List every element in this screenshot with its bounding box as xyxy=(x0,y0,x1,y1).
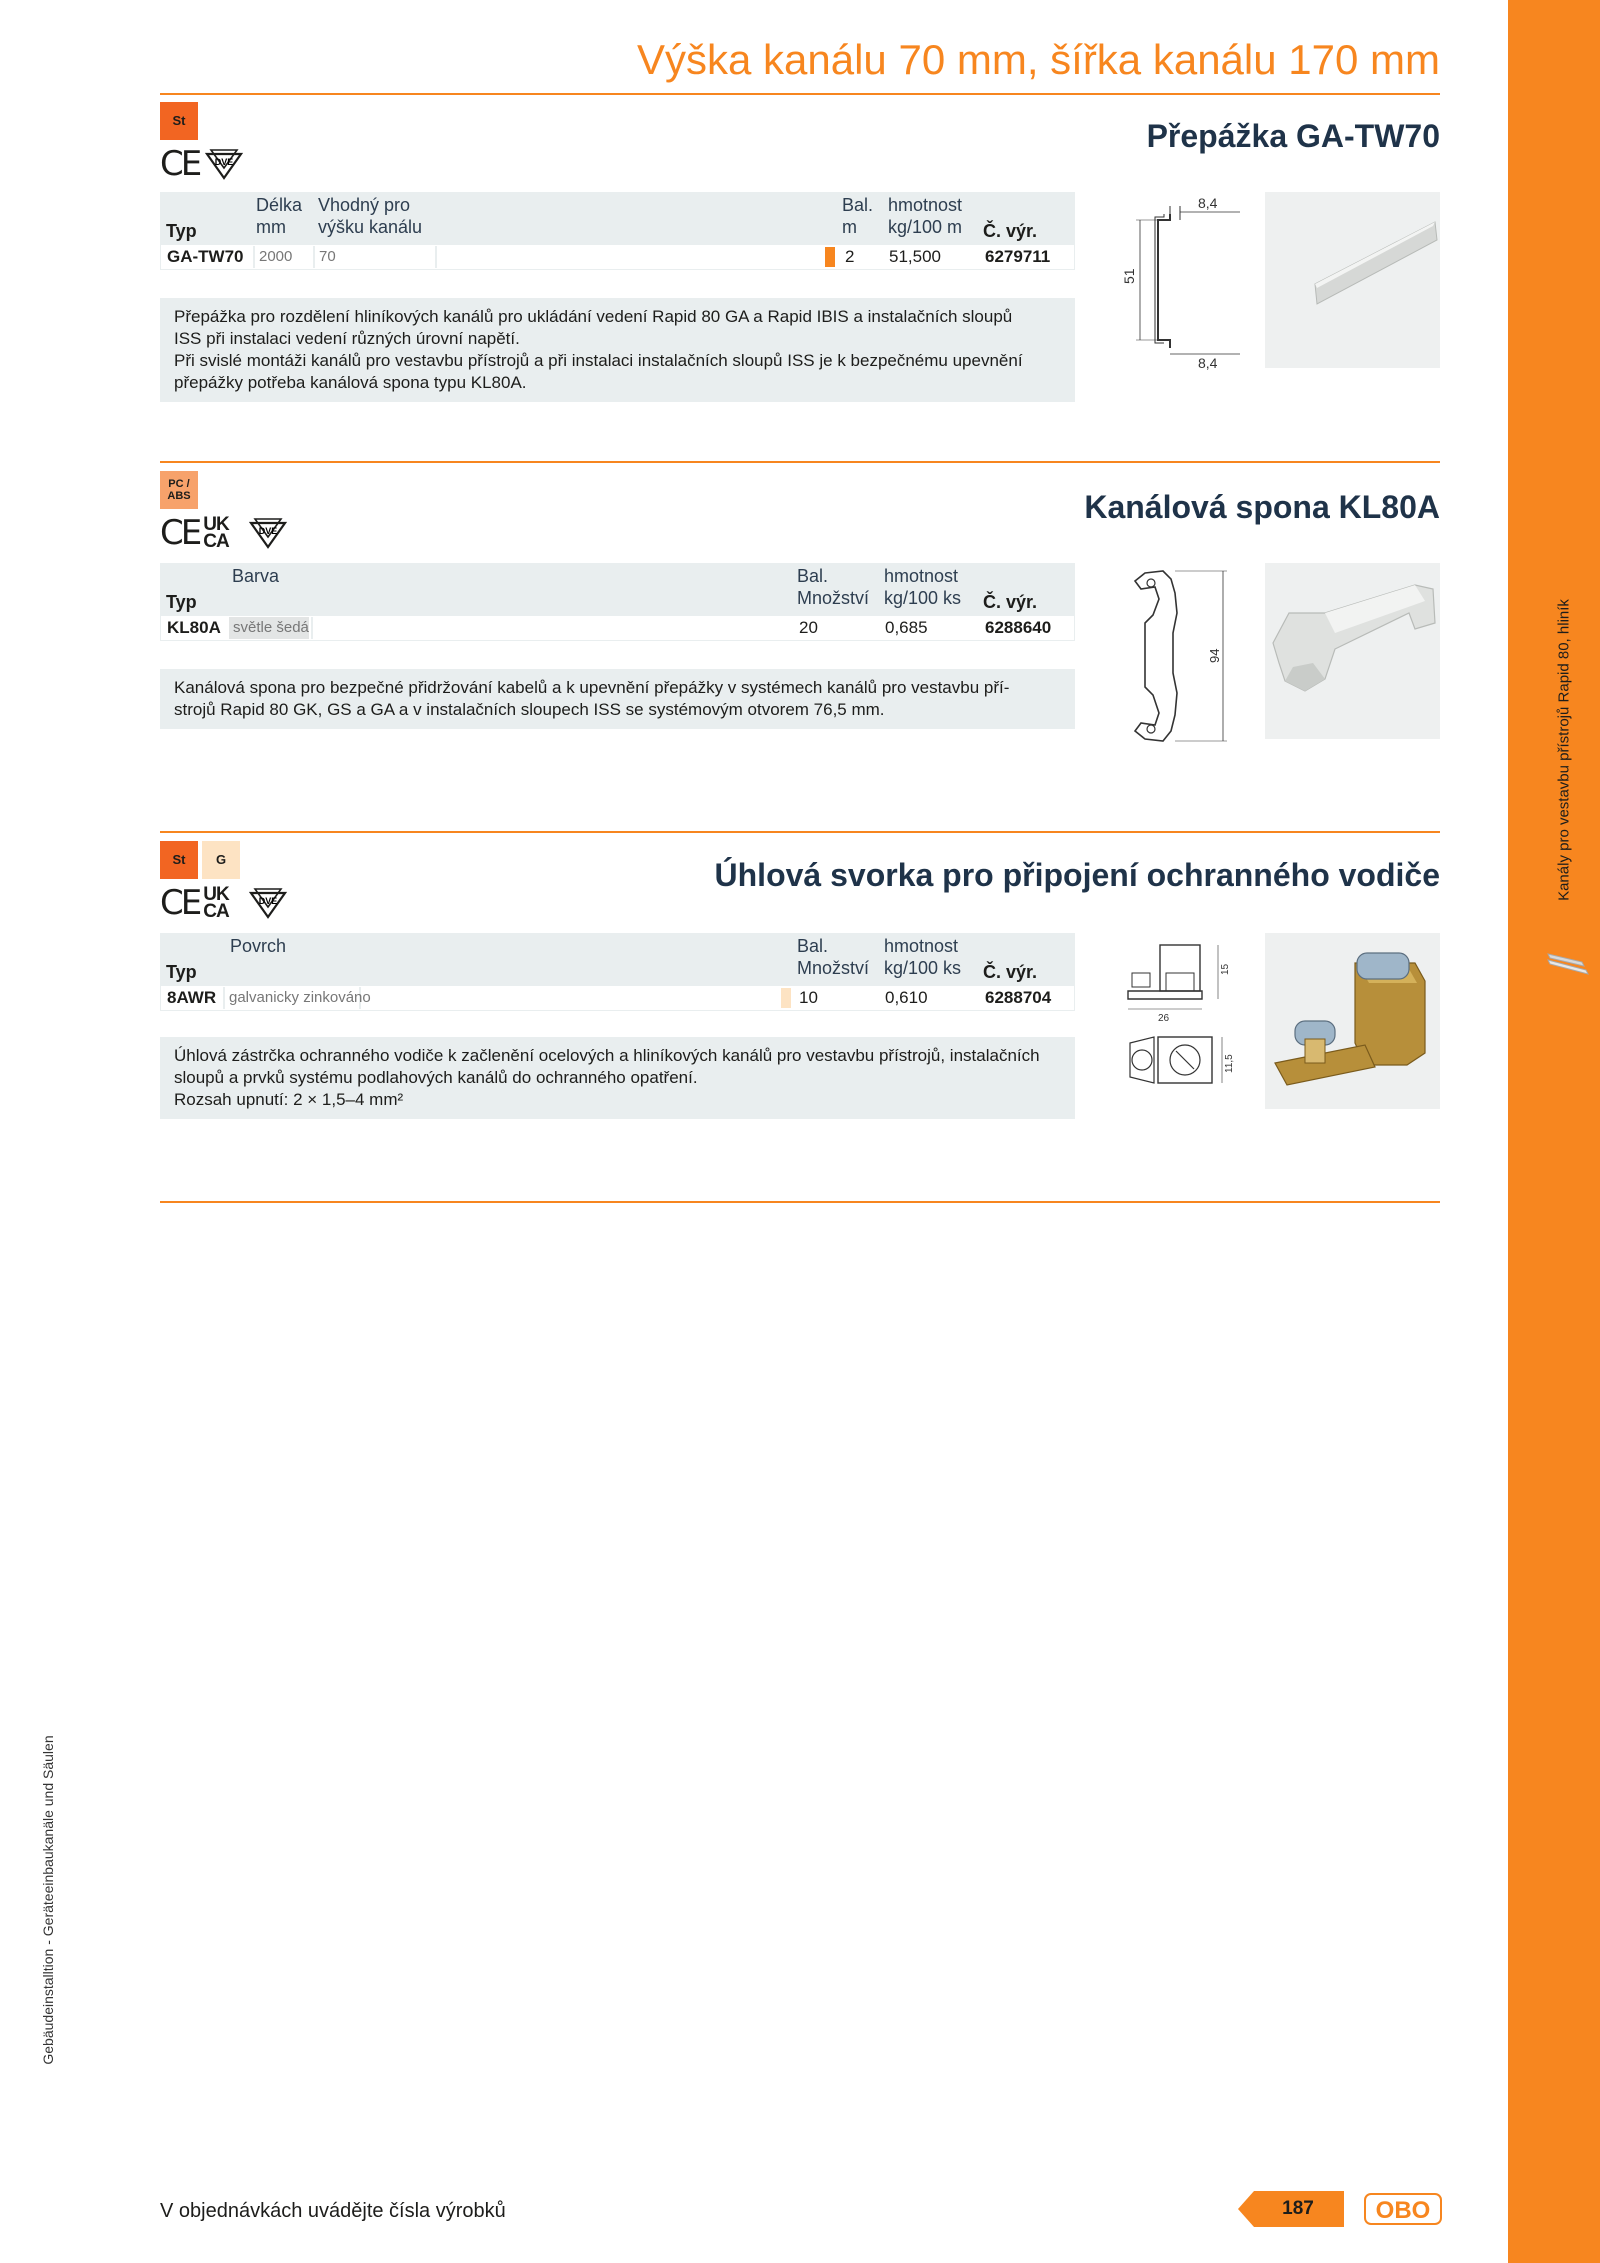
certification-marks xyxy=(160,883,289,923)
col-weight-unit: kg/100 ks xyxy=(884,958,962,978)
cell-pack: 2 xyxy=(845,247,855,266)
table-header xyxy=(160,192,1075,244)
product-description xyxy=(160,1037,1075,1119)
product-table xyxy=(160,563,1075,641)
description-line: Přepážka pro rozdělení hliníkových kanálů pro ukládání vedení Rapid 80 GA a Rapid IBIS a instalačních sloupů xyxy=(174,307,1013,326)
footer-note: V objednávkách uvádějte čísla výrobků xyxy=(160,2200,506,2222)
description-line: sloupů a prvků systému podlahových kanálů do ochranného opatření. xyxy=(174,1068,698,1087)
certification-marks xyxy=(160,144,245,184)
product-section-kl80a xyxy=(160,471,1440,771)
page-number-tab xyxy=(1238,2191,1344,2227)
product-table xyxy=(160,933,1075,1011)
dim-height-label: 51 xyxy=(1121,268,1137,284)
col-length-unit: mm xyxy=(256,217,286,237)
svg-text:OBO: OBO xyxy=(1375,2197,1431,2224)
material-badge-g: G xyxy=(202,841,240,879)
material-badge-st: St xyxy=(160,841,198,879)
table-header xyxy=(160,563,1075,615)
ce-mark-icon: CE xyxy=(160,144,200,184)
col-typ: Typ xyxy=(166,221,197,241)
section-rule xyxy=(160,1201,1440,1203)
cell-weight: 0,685 xyxy=(885,618,928,637)
dimension-drawing xyxy=(1110,192,1250,372)
col-color: Barva xyxy=(232,566,280,586)
col-pack: Bal. xyxy=(797,566,829,586)
dimension-drawing xyxy=(1102,933,1252,1113)
cell-typ: KL80A xyxy=(167,618,221,637)
section-rule xyxy=(160,831,1440,833)
col-weight: hmotnost xyxy=(884,936,959,956)
product-title: Přepážka GA-TW70 xyxy=(1146,118,1440,154)
cell-surface: galvanicky zinkováno xyxy=(229,989,371,1006)
vde-mark-icon xyxy=(247,887,289,919)
sidebar-thumbnail-icon xyxy=(1546,950,1590,976)
stock-indicator xyxy=(781,988,791,1008)
dimension-drawing xyxy=(1115,563,1245,753)
product-table xyxy=(160,192,1075,270)
left-vertical-text: Gebäudeinstalltion - Geräteeinbaukanäle und Säulen xyxy=(40,1735,56,2065)
dim-width-label: 26 xyxy=(1158,1013,1170,1024)
description-line: strojů Rapid 80 GK, GS a GA a v instalačních sloupech ISS se systémovým otvorem 76,5 mm. xyxy=(174,700,885,719)
col-weight-unit: kg/100 ks xyxy=(884,588,962,608)
cell-weight: 0,610 xyxy=(885,988,928,1007)
vde-mark-icon xyxy=(203,148,245,180)
col-weight-unit: kg/100 m xyxy=(888,217,963,237)
product-description xyxy=(160,669,1075,729)
dim-top-label: 8,4 xyxy=(1198,195,1218,211)
cell-typ: 8AWR xyxy=(167,988,217,1007)
vde-mark-icon xyxy=(247,517,289,549)
product-photo xyxy=(1265,563,1440,739)
dim-height-label: 15 xyxy=(1220,963,1231,975)
col-article: Č. výr. xyxy=(983,221,1038,241)
description-line: Rozsah upnutí: 2 × 1,5–4 mm² xyxy=(174,1090,404,1109)
product-photo xyxy=(1265,192,1440,368)
product-title: Kanálová spona KL80A xyxy=(1084,489,1440,525)
cell-article: 6288704 xyxy=(985,988,1052,1007)
col-pack-unit: Množství xyxy=(797,588,870,608)
product-photo xyxy=(1265,933,1440,1109)
product-section-ga-tw70 xyxy=(160,102,1440,402)
cell-color: světle šedá xyxy=(233,619,309,636)
svg-text:DVE: DVE xyxy=(258,896,278,906)
description-line: přepážky potřeba kanálová spona typu KL80A. xyxy=(174,373,527,392)
product-description xyxy=(160,298,1075,402)
dim-bottom-label: 8,4 xyxy=(1198,355,1218,371)
col-weight: hmotnost xyxy=(884,566,959,586)
col-weight: hmotnost xyxy=(888,195,963,215)
cell-weight: 51,500 xyxy=(889,247,941,266)
cell-fit: 70 xyxy=(319,248,336,265)
cell-typ: GA-TW70 xyxy=(167,247,244,266)
table-header xyxy=(160,933,1075,985)
col-pack-unit: Množství xyxy=(797,958,870,978)
table-row xyxy=(160,985,1075,1011)
ukca-mark-icon: UK CA xyxy=(203,514,229,552)
material-badge-pc-abs: PC / ABS xyxy=(160,471,198,509)
ukca-mark-icon: UK CA xyxy=(203,884,229,922)
title-rule xyxy=(160,93,1440,95)
col-fit: Vhodný pro xyxy=(318,195,411,215)
col-pack-unit: m xyxy=(842,217,857,237)
col-pack: Bal. xyxy=(797,936,829,956)
col-pack: Bal. xyxy=(842,195,874,215)
page-title: Výška kanálu 70 mm, šířka kanálu 170 mm xyxy=(636,36,1440,83)
description-line: Při svislé montáži kanálů pro vestavbu přístrojů a při instalaci instalačních sloupů ISS je k bezpečnému upevnění xyxy=(174,351,1023,370)
col-typ: Typ xyxy=(166,962,197,982)
certification-marks xyxy=(160,513,289,553)
product-section-8awr xyxy=(160,841,1440,1141)
table-row xyxy=(160,244,1075,270)
material-badges xyxy=(160,471,198,509)
col-article: Č. výr. xyxy=(983,962,1038,982)
ce-mark-icon: CE xyxy=(160,883,200,923)
col-surface: Povrch xyxy=(230,936,287,956)
section-rule xyxy=(160,461,1440,463)
svg-text:DVE: DVE xyxy=(214,157,234,167)
col-article: Č. výr. xyxy=(983,592,1038,612)
col-typ: Typ xyxy=(166,592,197,612)
material-badges xyxy=(160,102,198,140)
description-line: Kanálová spona pro bezpečné přidržování kabelů a k upevnění přepážky v systémech kanálů pro vestavbu pří- xyxy=(174,678,1010,697)
table-row xyxy=(160,615,1075,641)
dim-height-label: 94 xyxy=(1207,648,1222,663)
svg-text:DVE: DVE xyxy=(258,526,278,536)
cell-pack: 20 xyxy=(799,618,818,637)
stock-indicator xyxy=(825,247,835,267)
cell-length: 2000 xyxy=(259,248,293,265)
material-badge-st: St xyxy=(160,102,198,140)
cell-pack: 10 xyxy=(799,988,818,1007)
page-number: 187 xyxy=(1282,2198,1314,2219)
cell-article: 6288640 xyxy=(985,618,1052,637)
ce-mark-icon: CE xyxy=(160,513,200,553)
col-length: Délka xyxy=(256,195,303,215)
product-title: Úhlová svorka pro připojení ochranného vodiče xyxy=(714,857,1440,893)
material-badges xyxy=(160,841,240,879)
cell-article: 6279711 xyxy=(985,247,1051,266)
description-line: Úhlová zástrčka ochranného vodiče k začlenění ocelových a hliníkových kanálů pro vestavbu přístrojů, instalačních xyxy=(174,1046,1040,1065)
sidebar-band xyxy=(1508,0,1600,2263)
sidebar-chapter-text: Kanály pro vestavbu přístrojů Rapid 80, hliník xyxy=(1555,599,1573,901)
dim-height2-label: 11,5 xyxy=(1224,1054,1235,1073)
col-fit-2: výšku kanálu xyxy=(318,217,423,237)
description-line: ISS při instalaci vedení různých úrovní napětí. xyxy=(174,329,520,348)
obo-logo-icon xyxy=(1364,2192,1442,2226)
